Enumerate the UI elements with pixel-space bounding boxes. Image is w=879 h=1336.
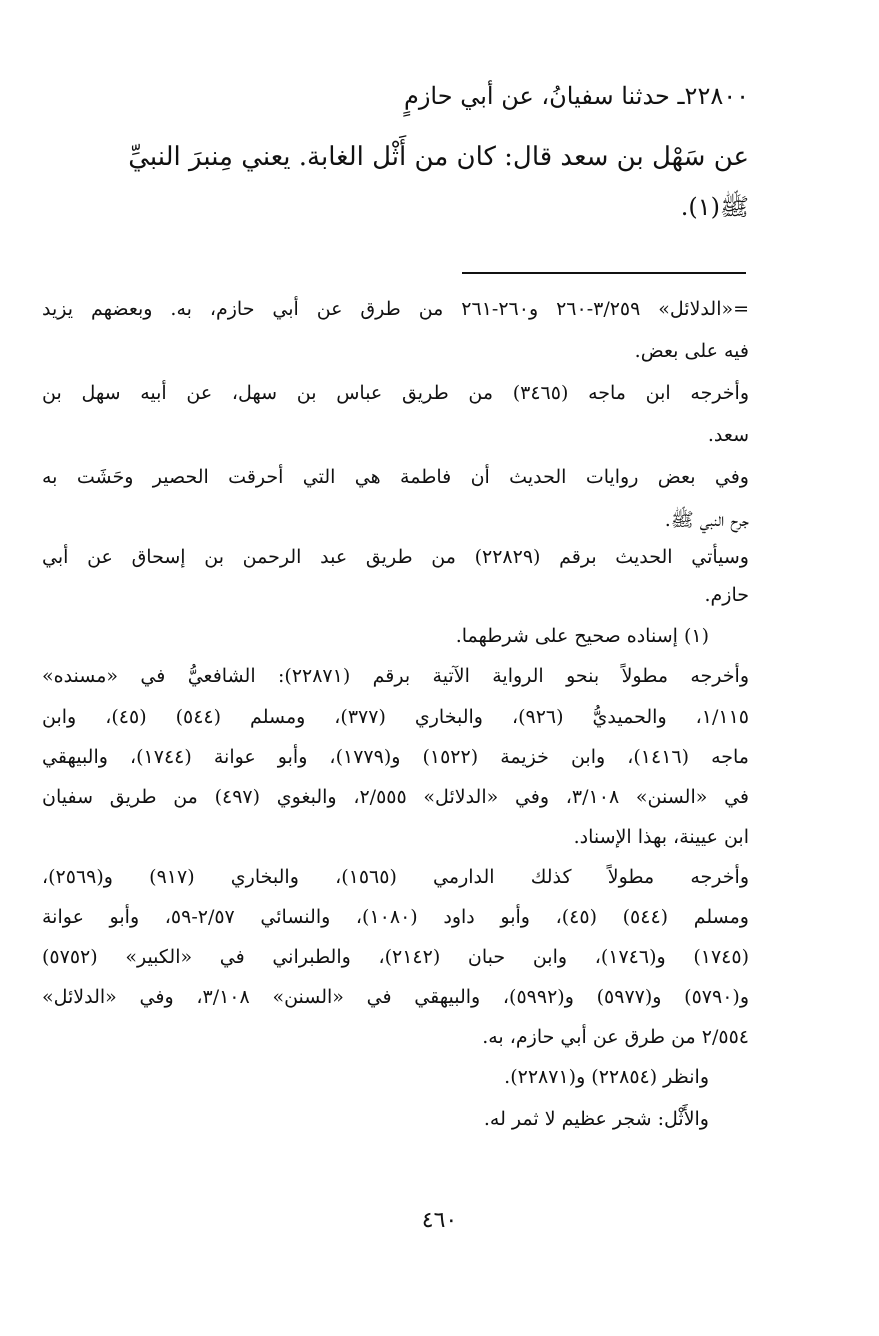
hadith-text-line: ﷺ(١). <box>680 193 749 221</box>
footnote-line: ومسلم (٥٤٤) (٤٥)، وأبو داود (١٠٨٠)، والنسائي ٢/٥٧-٥٩، وأبو عوانة <box>42 906 749 928</box>
footnote-line: (١٧٤٥) و(١٧٤٦)، وابن حبان (٢١٤٢)، والطبراني في «الكبير» (٥٧٥٢) <box>42 946 749 968</box>
hadith-number-line: ٢٢٨٠٠ـ حدثنا سفيانُ، عن أبي حازمٍ <box>403 82 749 110</box>
footnote-line: ماجه (١٤١٦)، وابن خزيمة (١٥٢٢) و(١٧٧٩)، وأبو عوانة (١٧٤٤)، والبيهقي <box>42 746 749 768</box>
footnote-line: ابن عيينة، بهذا الإسناد. <box>573 826 749 848</box>
footnote-line: وأخرجه ابن ماجه (٣٤٦٥) من طريق عباس بن سهل، عن أبيه سهل بن <box>42 382 749 404</box>
footnote-separator <box>462 272 746 274</box>
footnote-line: حازم. <box>704 584 749 606</box>
footnote-line: وسيأتي الحديث برقم (٢٢٨٢٩) من طريق عبد الرحمن بن إسحاق عن أبي <box>42 546 749 568</box>
footnote-line: جرح النبي ﷺ. <box>664 509 749 531</box>
footnote-line: ١/١١٥، والحميديُّ (٩٢٦)، والبخاري (٣٧٧)، ومسلم (٥٤٤) (٤٥)، وابن <box>42 706 749 728</box>
footnote-line: وفي بعض روايات الحديث أن فاطمة هي التي أحرقت الحصير وحَشَت به <box>42 466 749 488</box>
footnote-line: (١) إسناده صحيح على شرطهما. <box>455 625 709 647</box>
footnote-line: سعد. <box>707 424 749 446</box>
footnote-line: وأخرجه مطولاً بنحو الرواية الآتية برقم (٢٢٨٧١): الشافعيُّ في «مسنده» <box>42 665 749 687</box>
footnote-line: فيه على بعض. <box>634 340 749 362</box>
footnote-line: و(٥٧٩٠) و(٥٩٧٧) و(٥٩٩٢)، والبيهقي في «السنن» ٣/١٠٨، وفي «الدلائل» <box>42 986 750 1008</box>
hadith-text-line: عن سَهْل بن سعد قال: كان من أَثْل الغابة. يعني مِنبرَ النبيِّ <box>128 142 749 172</box>
footnote-line: وانظر (٢٢٨٥٤) و(٢٢٨٧١). <box>504 1066 709 1088</box>
footnote-line: وأخرجه مطولاً كذلك الدارمي (١٥٦٥)، والبخاري (٩١٧) و(٢٥٦٩)، <box>42 866 749 888</box>
footnote-line: في «السنن» ٣/١٠٨، وفي «الدلائل» ٢/٥٥٥، والبغوي (٤٩٧) من طريق سفيان <box>42 786 749 808</box>
footnote-line: =«الدلائل» ٣/٢٥٩-٢٦٠ و٢٦٠-٢٦١ من طرق عن أبي حازم، به. وبعضهم يزيد <box>42 298 750 320</box>
page-number: ٤٦٠ <box>421 1208 458 1233</box>
footnote-line: ٢/٥٥٤ من طرق عن أبي حازم، به. <box>482 1026 749 1048</box>
footnote-line: والأَثْل: شجر عظيم لا ثمر له. <box>483 1108 709 1130</box>
